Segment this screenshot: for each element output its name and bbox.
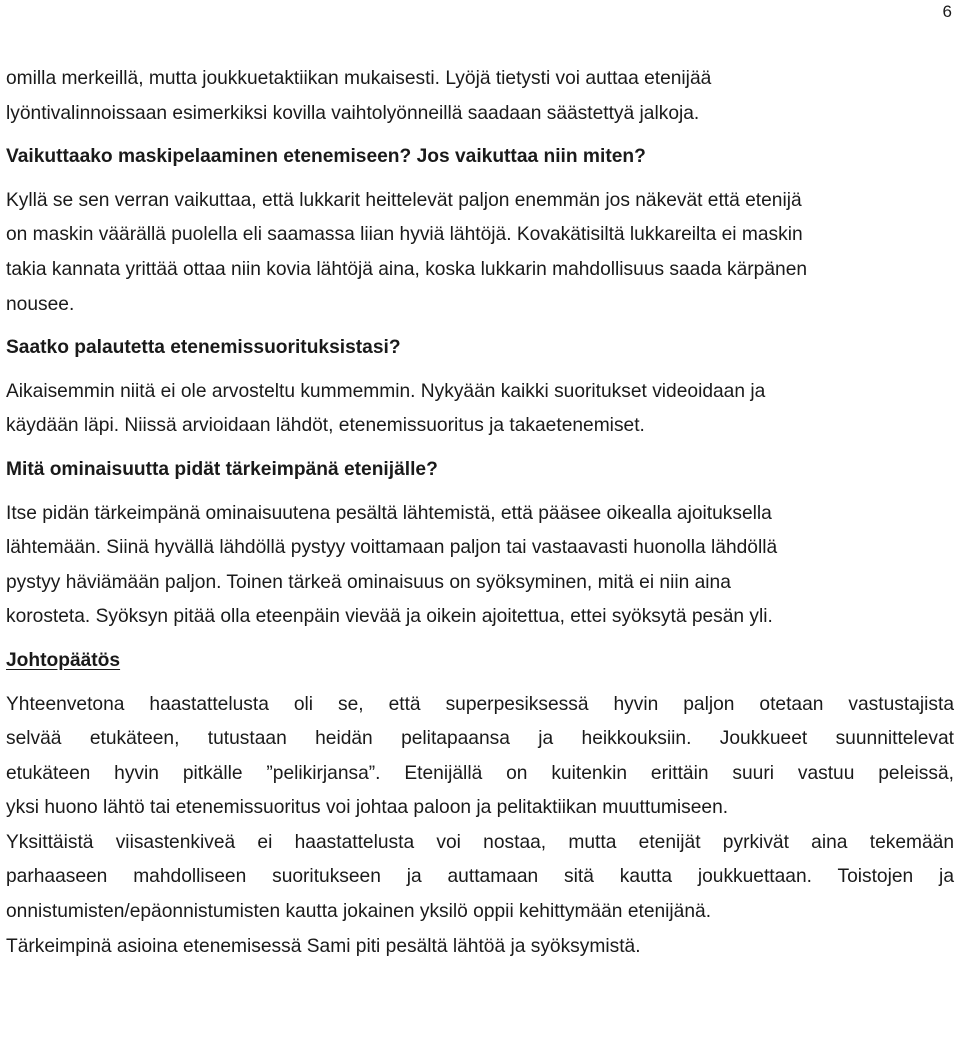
question-maskipelaaminen: Vaikuttaako maskipelaaminen etenemiseen? Jos vaikuttaa niin miten? xyxy=(6,146,646,168)
text-line: nousee. xyxy=(6,293,75,315)
page-number: 6 xyxy=(942,2,952,21)
section-heading: Johtopäätös xyxy=(6,649,121,671)
text-line: lähtemään. Siinä hyvällä lähdöllä pystyy voittamaan paljon tai vastaavasti huonolla lähdöllä xyxy=(6,537,778,559)
text-line: selvää etukäteen, tutustaan heidän pelitapaansa ja heikkouksiin. Joukkueet suunnittelevat xyxy=(6,728,954,750)
text-line: omilla merkeillä, mutta joukkuetaktiikan mukaisesti. Lyöjä tietysti voi auttaa etenijää xyxy=(6,68,712,89)
question-ominaisuus: Mitä ominaisuutta pidät tärkeimpänä etenijälle? xyxy=(6,458,438,480)
text-line: yksi huono lähtö tai etenemissuoritus voi johtaa paloon ja pelitaktiikan muuttumiseen. xyxy=(6,797,729,819)
paragraph-conclusion xyxy=(6,688,954,965)
answer-ominaisuus xyxy=(6,497,954,635)
text-line: parhaaseen mahdolliseen suoritukseen ja auttamaan sitä kautta joukkuettaan. Toistojen ja xyxy=(6,866,954,888)
text-line: käydään läpi. Niissä arvioidaan lähdöt, etenemissuoritus ja takaetenemiset. xyxy=(6,415,645,437)
text-line: Aikaisemmin niitä ei ole arvosteltu kummemmin. Nykyään kaikki suoritukset videoidaan ja xyxy=(6,380,766,402)
text-line: Kyllä se sen verran vaikuttaa, että lukkarit heittelevät paljon enemmän jos näkevät että etenijä xyxy=(6,189,802,211)
text-line: pystyy häviämään paljon. Toinen tärkeä ominaisuus on syöksyminen, mitä ei niin aina xyxy=(6,571,731,593)
text-line: takia kannata yrittää ottaa niin kovia lähtöjä aina, koska lukkarin mahdollisuus saada kärpänen xyxy=(6,258,808,280)
text-line: etukäteen hyvin pitkälle ”pelikirjansa”. Etenijällä on kuitenkin erittäin suuri vastuu peleissä, xyxy=(6,762,954,784)
text-line: on maskin väärällä puolella eli saamassa liian hyviä lähtöjä. Kovakätisiltä lukkareilta ei maskin xyxy=(6,224,803,246)
answer-maskipelaaminen xyxy=(6,184,954,322)
text-line: Tärkeimpinä asioina etenemisessä Sami piti pesältä lähtöä ja syöksymistä. xyxy=(6,935,641,957)
answer-palaute xyxy=(6,375,954,444)
text-line: Yhteenvetona haastattelusta oli se, että superpesiksessä hyvin paljon otetaan vastustajista xyxy=(6,693,954,715)
text-line: korosteta. Syöksyn pitää olla eteenpäin vievää ja oikein ajoitettua, ettei syöksytä pesän yli. xyxy=(6,606,773,628)
text-line: onnistumisten/epäonnistumisten kautta jokainen yksilö oppii kehittymään etenijänä. xyxy=(6,901,712,923)
text-line: lyöntivalinnoissaan esimerkiksi kovilla vaihtolyönneillä saadaan säästettyä jalkoja. xyxy=(6,102,700,124)
document-body xyxy=(6,62,954,964)
text-line: Yksittäistä viisastenkiveä ei haastattelusta voi nostaa, mutta etenijät pyrkivät aina tekemään xyxy=(6,831,954,853)
text-line: Itse pidän tärkeimpänä ominaisuutena pesältä lähtemistä, että pääsee oikealla ajoituksella xyxy=(6,502,772,524)
question-palaute: Saatko palautetta etenemissuorituksistasi? xyxy=(6,337,401,359)
paragraph-intro xyxy=(6,62,954,131)
